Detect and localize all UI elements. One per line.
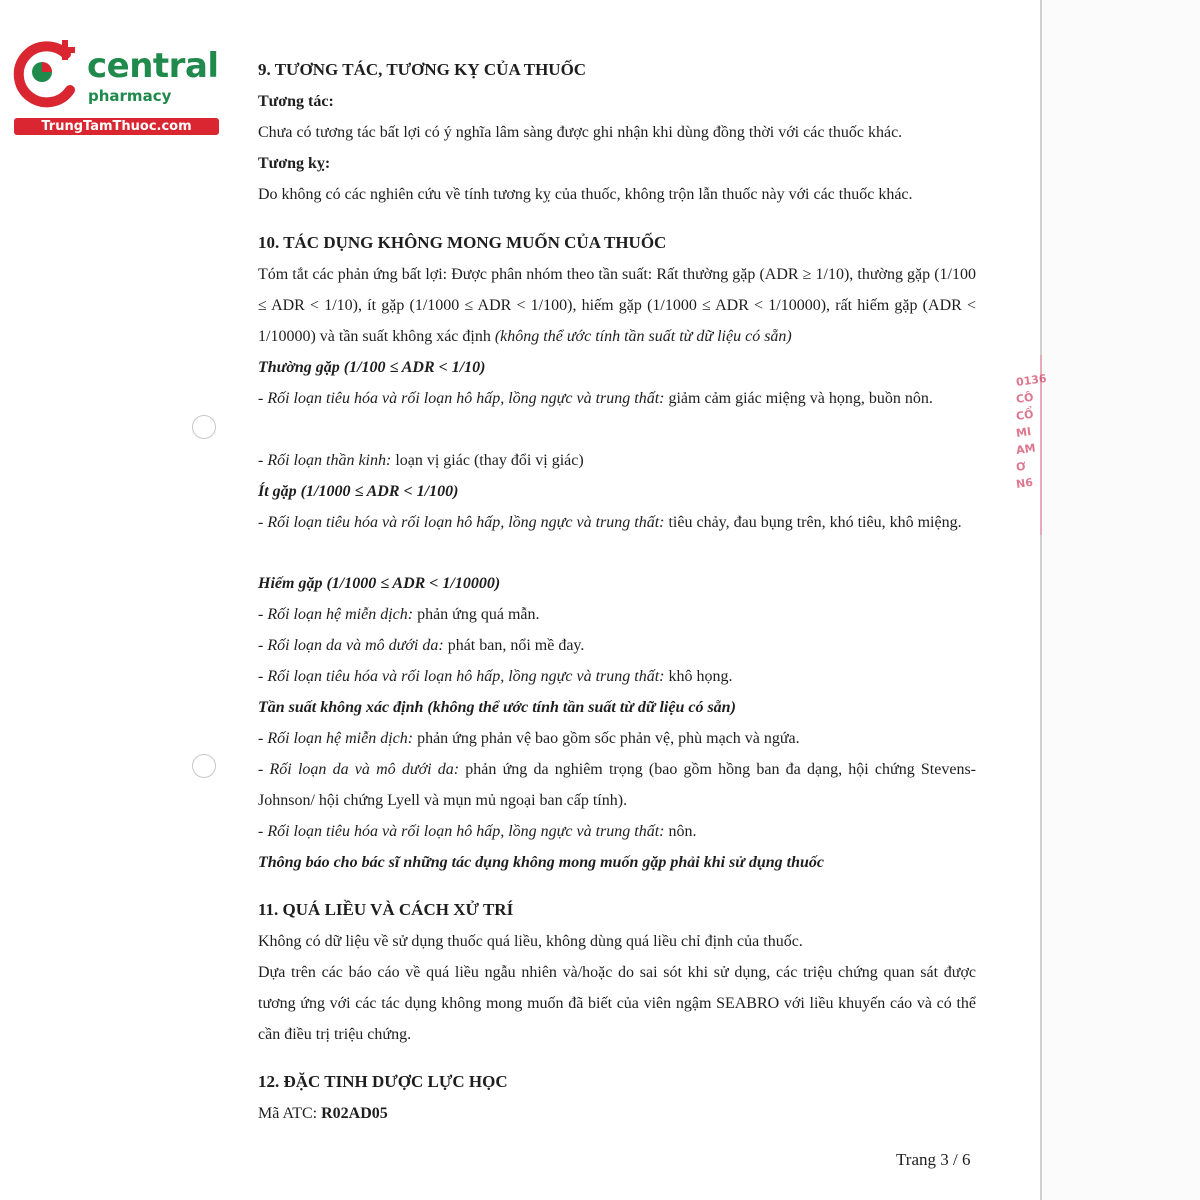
adr-category: - Rối loạn da và mô dưới da:	[258, 637, 444, 654]
overdose-text-2: Dựa trên các báo cáo về quá liều ngẫu nhiên và/hoặc do sai sót khi sử dụng, các triệu chứng quan sát được tương ứng với các tác dụng không mong muốn đã biết của viên ngậm SEABRO với liều khuyến cáo và có thể cần điều trị triệu chứng.	[258, 964, 976, 1043]
central-pharmacy-logo[interactable]	[10, 38, 219, 138]
adr-text: phản ứng da nghiêm trọng (bao gồm hồng ban đa dạng, hội chứng Stevens-Johnson/ hội chứng Lyell và mụn mủ ngoại ban cấp tính).	[258, 761, 977, 809]
atc-code: R02AD05	[321, 1105, 388, 1122]
section-12-heading: 12. ĐẶC TINH DƯỢC LỰC HỌC	[258, 1072, 508, 1091]
logo-url[interactable]: TrungTamThuoc.com	[14, 118, 219, 135]
incompatibility-title: Tương kỵ:	[258, 155, 331, 172]
list-item	[258, 445, 976, 476]
adr-category: - Rối loạn tiêu hóa và rối loạn hô hấp, lồng ngực và trung thất:	[258, 514, 665, 531]
common-range: (1/100 ≤ ADR < 1/10)	[343, 359, 486, 376]
stamp-text: CỔ	[1015, 407, 1035, 424]
stamp-text: 0136	[1015, 371, 1048, 390]
page-edge	[1040, 0, 1042, 1200]
list-item	[258, 507, 976, 538]
adr-category: - Rối loạn thần kinh:	[258, 452, 392, 469]
adr-category: - Rối loạn tiêu hóa và rối loạn hô hấp, lồng ngực và trung thất:	[258, 390, 665, 407]
adr-category: - Rối loạn tiêu hóa và rối loạn hô hấp, lồng ngực và trung thất:	[258, 823, 665, 840]
adr-text: nôn.	[668, 823, 697, 840]
rare-title: Hiếm gặp	[258, 575, 323, 592]
adr-text: giảm cảm giác miệng và họng, buồn nôn.	[668, 390, 933, 407]
stamp-text: N6	[1015, 475, 1034, 492]
uncommon-title: Ít gặp (1/1000 ≤ ADR < 1/100)	[258, 483, 459, 500]
stamp	[1016, 372, 1046, 522]
unknown-frequency-title: Tần suất không xác định (không thể ước tính tần suất từ dữ liệu có sẵn)	[258, 699, 736, 716]
adr-summary	[258, 259, 976, 352]
list-item	[258, 599, 976, 630]
adr-notice: Thông báo cho bác sĩ những tác dụng không mong muốn gặp phải khi sử dụng thuốc	[258, 854, 824, 871]
adr-category: - Rối loạn da và mô dưới da:	[258, 761, 460, 778]
punch-hole	[192, 415, 216, 439]
common-title: Thường gặp	[258, 359, 340, 376]
section-9-heading: 9. TƯƠNG TÁC, TƯƠNG KỴ CỦA THUỐC	[258, 60, 587, 79]
list-item	[258, 816, 976, 847]
stamp-text: MI	[1015, 425, 1032, 441]
stamp-text: Ơ	[1015, 459, 1027, 475]
logo-subtitle: pharmacy	[88, 87, 172, 105]
adr-text: phản ứng quá mẫn.	[417, 606, 540, 623]
pharmacy-cross-icon	[10, 38, 88, 112]
interaction-text: Chưa có tương tác bất lợi có ý nghĩa lâm sàng được ghi nhận khi dùng đồng thời với các thuốc khác.	[258, 124, 903, 141]
logo-brand: central	[87, 46, 219, 86]
adr-summary-note: (không thể ước tính tần suất từ dữ liệu có sẵn)	[494, 328, 792, 345]
common-title-line	[258, 352, 486, 383]
page-right-margin	[1042, 0, 1200, 1200]
adr-category: - Rối loạn hệ miễn dịch:	[258, 606, 414, 623]
list-item	[258, 661, 976, 692]
interaction-title: Tương tác:	[258, 93, 334, 110]
punch-hole	[192, 754, 216, 778]
list-item	[258, 754, 976, 816]
section-11-heading: 11. QUÁ LIỀU VÀ CÁCH XỬ TRÍ	[258, 900, 514, 919]
adr-category: - Rối loạn hệ miễn dịch:	[258, 730, 414, 747]
section-10-heading: 10. TÁC DỤNG KHÔNG MONG MUỐN CỦA THUỐC	[258, 233, 667, 252]
rare-title-line	[258, 568, 500, 599]
rare-range: (1/1000 ≤ ADR < 1/10000)	[326, 575, 501, 592]
incompatibility-text: Do không có các nghiên cứu về tính tương kỵ của thuốc, không trộn lẫn thuốc này với các thuốc khác.	[258, 186, 913, 203]
list-item	[258, 630, 976, 661]
overdose-text-1: Không có dữ liệu về sử dụng thuốc quá liều, không dùng quá liều chỉ định của thuốc.	[258, 933, 803, 950]
adr-text: loạn vị giác (thay đổi vị giác)	[395, 452, 584, 469]
stamp-text: CÔ	[1015, 390, 1035, 407]
page-number: Trang 3 / 6	[896, 1150, 971, 1169]
adr-text: tiêu chảy, đau bụng trên, khó tiêu, khô miệng.	[668, 514, 962, 531]
adr-text: phát ban, nổi mề đay.	[447, 637, 585, 654]
list-item	[258, 723, 976, 754]
atc-code-line	[258, 1098, 976, 1129]
stamp-text: AM	[1015, 441, 1037, 458]
adr-category: - Rối loạn tiêu hóa và rối loạn hô hấp, lồng ngực và trung thất:	[258, 668, 665, 685]
adr-summary-text: Tóm tắt các phản ứng bất lợi: Được phân nhóm theo tần suất: Rất thường gặp (ADR ≥ 1/10), thường gặp (1/100 ≤ ADR < 1/10), ít gặp (1/1000 ≤ ADR < 1/100), hiếm gặp (1/1000 ≤ ADR < 1/10000), rất hiếm gặp (ADR < 1/10000) và tần suất không xác định	[258, 266, 976, 345]
adr-text: phản ứng phản vệ bao gồm sốc phản vệ, phù mạch và ngứa.	[417, 730, 800, 747]
list-item	[258, 383, 976, 414]
adr-text: khô họng.	[668, 668, 733, 685]
atc-label: Mã ATC:	[258, 1105, 318, 1122]
